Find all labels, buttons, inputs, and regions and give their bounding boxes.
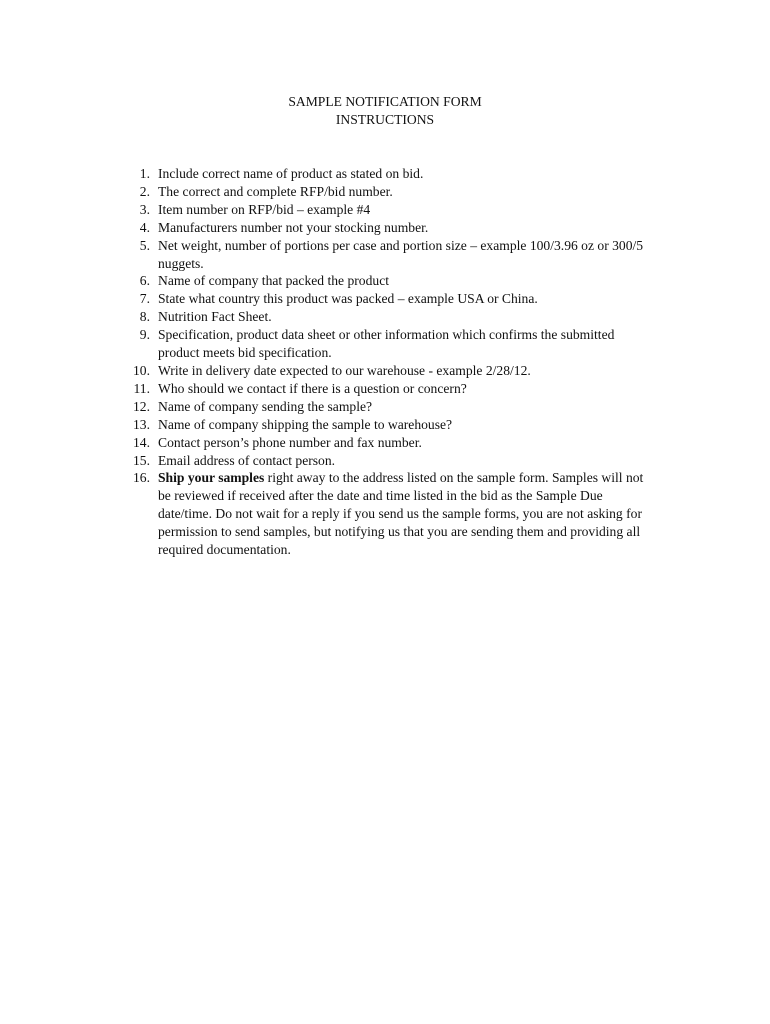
ship-samples-emphasis: Ship your samples: [158, 470, 265, 486]
item-number: 16.: [133, 470, 150, 486]
item-number: 9.: [139, 327, 150, 343]
list-item: [116, 434, 656, 452]
item-text: The correct and complete RFP/bid number.: [158, 183, 393, 199]
list-item: [116, 362, 656, 380]
form-subtitle: INSTRUCTIONS: [335, 112, 435, 127]
list-item: [116, 165, 656, 183]
item-text: Manufacturers number not your stocking number.: [158, 219, 429, 235]
item-number: 14.: [133, 434, 150, 450]
form-title: SAMPLE NOTIFICATION FORM: [288, 94, 482, 109]
list-item: [116, 308, 656, 326]
list-item: [116, 416, 656, 434]
list-item: [116, 237, 656, 273]
item-number: 15.: [133, 452, 150, 468]
item-text: Write in delivery date expected to our warehouse - example 2/28/12.: [158, 362, 531, 378]
item-text: Name of company sending the sample?: [158, 398, 373, 414]
item-text: Email address of contact person.: [158, 452, 336, 468]
ship-samples-text: right away to the address listed on the sample form. Samples will not be reviewed if received after the date and time listed in the bid as the Sample Due date/time. Do not wait for a reply if you send us the sample forms, you are not asking for permission to send samples, but notifying us that you are sending them and providing all required documentation.: [158, 470, 644, 558]
item-number: 7.: [139, 291, 150, 307]
list-item: [116, 272, 656, 290]
item-text: [158, 469, 656, 559]
list-item: [116, 290, 656, 308]
item-number: 12.: [133, 398, 150, 414]
list-item: [116, 398, 656, 416]
list-item: [116, 452, 656, 470]
list-item: [116, 183, 656, 201]
item-number: 6.: [139, 273, 150, 289]
item-text: Net weight, number of portions per case and portion size – example 100/3.96 oz or 300/5 nuggets.: [158, 237, 644, 271]
list-item: [116, 219, 656, 237]
instructions-list: [116, 165, 656, 559]
item-text: Name of company shipping the sample to warehouse?: [158, 416, 453, 432]
item-number: 4.: [139, 219, 150, 235]
item-text: Specification, product data sheet or other information which confirms the submitted product meets bid specification.: [158, 327, 615, 361]
item-number: 10.: [133, 362, 150, 378]
item-text: Who should we contact if there is a question or concern?: [158, 380, 467, 396]
item-number: 11.: [133, 380, 150, 396]
item-number: 13.: [133, 416, 150, 432]
item-text: Name of company that packed the product: [158, 273, 390, 289]
item-text: State what country this product was packed – example USA or China.: [158, 291, 538, 307]
list-item: [116, 380, 656, 398]
list-item: [116, 326, 656, 362]
item-number: 3.: [139, 201, 150, 217]
list-item: [116, 201, 656, 219]
item-text: Nutrition Fact Sheet.: [158, 309, 272, 325]
item-number: 5.: [139, 237, 150, 253]
list-item: [116, 469, 656, 559]
item-text: Item number on RFP/bid – example #4: [158, 201, 371, 217]
document-heading: [0, 93, 770, 129]
item-text: Contact person’s phone number and fax number.: [158, 434, 422, 450]
item-number: 2.: [139, 183, 150, 199]
item-number: 1.: [139, 166, 150, 181]
item-number: 8.: [139, 309, 150, 325]
item-text: Include correct name of product as stated on bid.: [158, 166, 424, 181]
